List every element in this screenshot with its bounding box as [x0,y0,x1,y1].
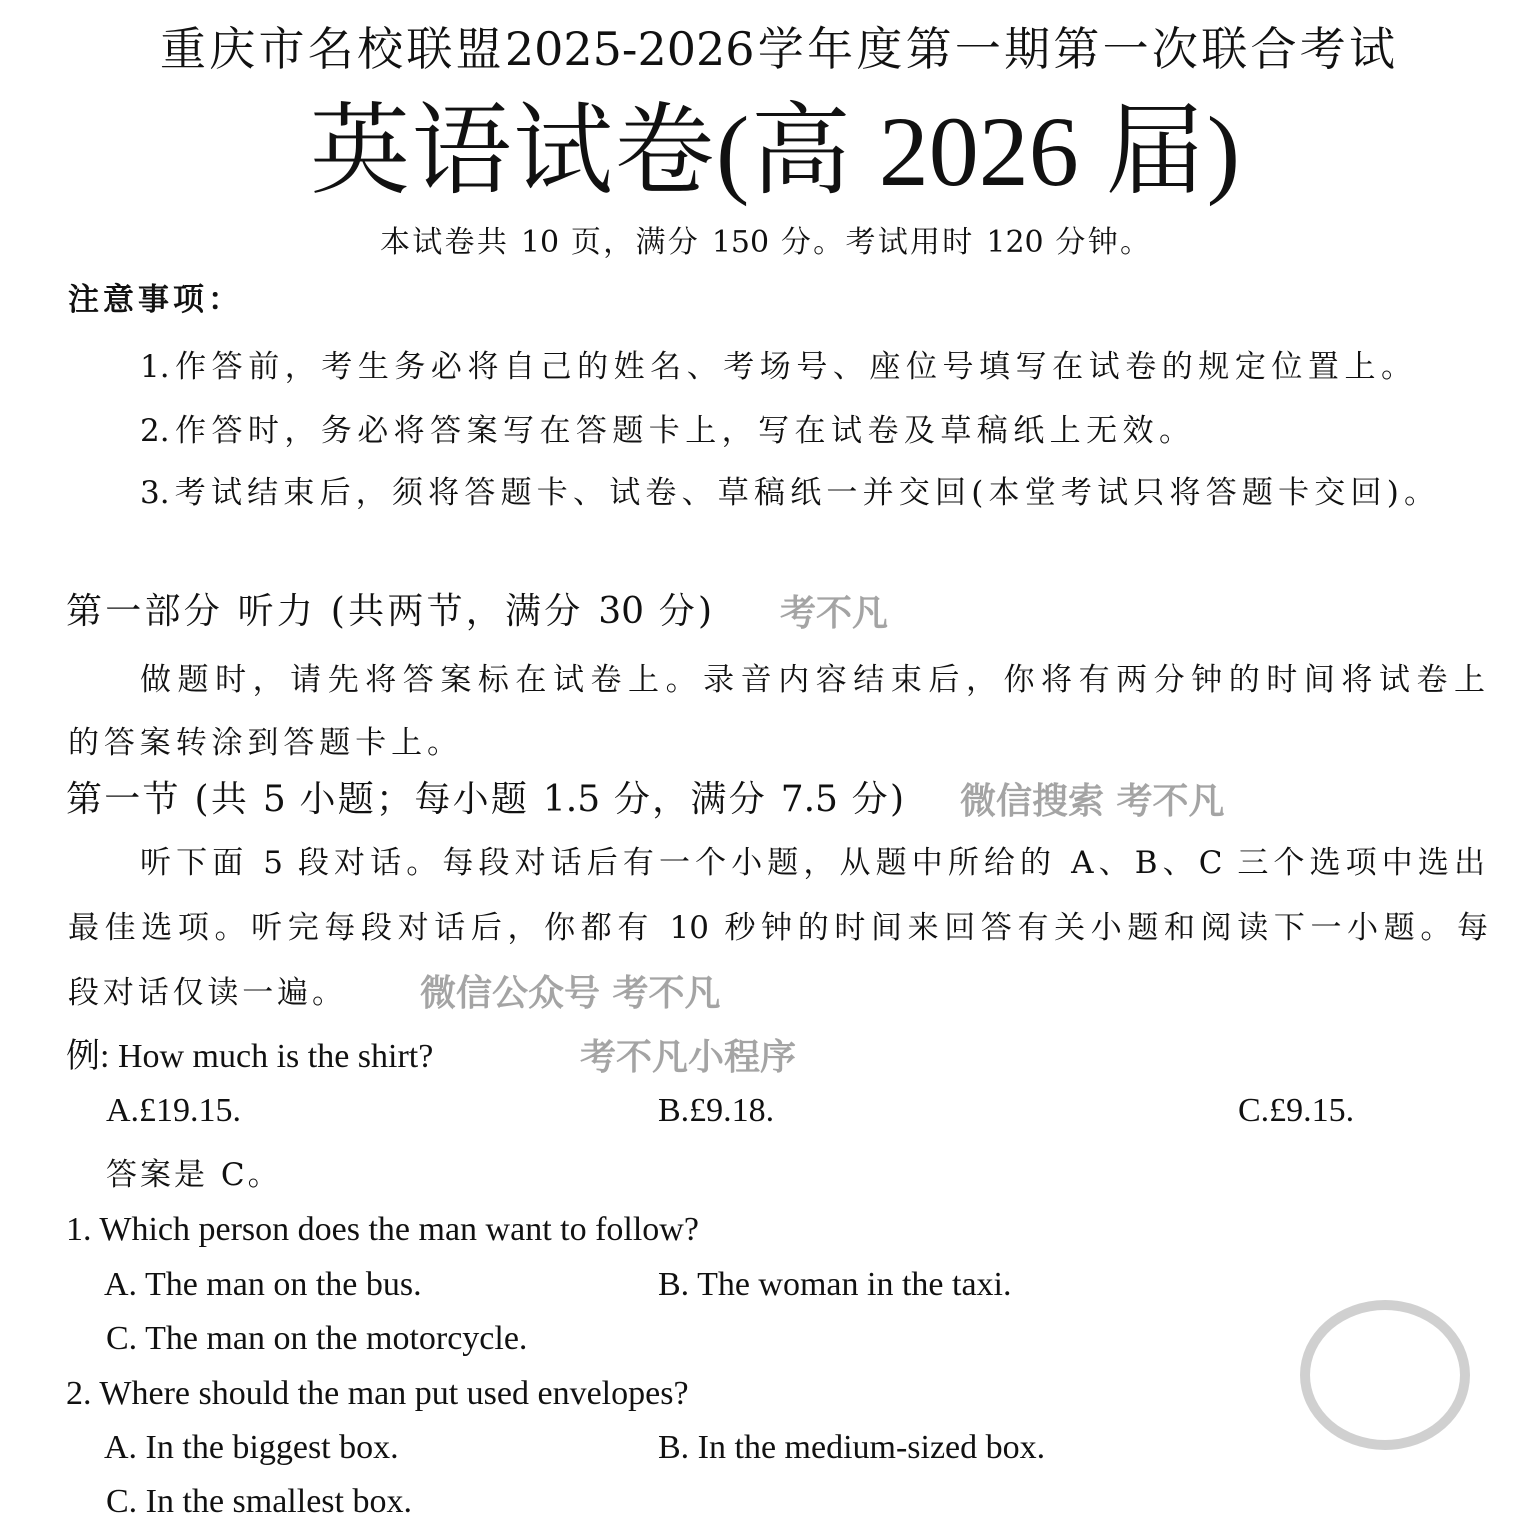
watermark: 微信搜索 考不凡 [960,781,1225,822]
example-question: 例: How much is the shirt? [66,1038,434,1075]
section1-instruction: 听下面 5 段对话。每段对话后有一个小题，从题中所给的 A、B、C 三个选项中选出 [140,845,1485,881]
section1-title: 第一节 (共 5 小题；每小题 1.5 分，满分 7.5 分) [66,779,904,820]
example-option-a: A.£19.15. [106,1092,242,1129]
question-1: 1. Which person does the man want to follow? [66,1211,699,1248]
paper-title: 英语试卷(高 2026 届) [310,96,1240,207]
notice-title: 注意事项： [68,282,243,318]
notice-item: 3.考试结束后，须将答题卡、试卷、草稿纸一并交回(本堂考试只将答题卡交回)。 [140,475,1435,511]
question-1-option-a: A. The man on the bus. [104,1266,422,1303]
question-2-option-b: B. In the medium-sized box. [658,1429,1046,1466]
question-2: 2. Where should the man put used envelopes? [66,1375,689,1412]
question-1-option-c: C. The man on the motorcycle. [106,1320,528,1357]
part1-instruction: 的答案转涂到答题卡上。 [68,725,458,761]
exam-name: 重庆市名校联盟2025-2026学年度第一期第一次联合考试 [160,22,1395,76]
example-option-c: C.£9.15. [1238,1092,1355,1129]
watermark: 考不凡小程序 [580,1037,797,1078]
part1-instruction: 做题时，请先将答案标在试卷上。录音内容结束后，你将有两分钟的时间将试卷上 [140,662,1485,698]
question-2-option-c: C. In the smallest box. [106,1483,412,1520]
section1-instruction: 最佳选项。听完每段对话后，你都有 10 秒钟的时间来回答有关小题和阅读下一小题。每 [68,910,1488,946]
wechat-logo-watermark-icon [1300,1300,1470,1450]
question-2-option-a: A. In the biggest box. [104,1429,399,1466]
notice-item: 2.作答时，务必将答案写在答题卡上，写在试卷及草稿纸上无效。 [140,413,1190,449]
question-1-option-b: B. The woman in the taxi. [658,1266,1012,1303]
section1-instruction: 段对话仅读一遍。 [68,975,343,1011]
part1-title: 第一部分 听力 (共两节，满分 30 分) [66,591,712,632]
watermark: 考不凡 [780,593,889,634]
exam-info: 本试卷共 10 页，满分 150 分。考试用时 120 分钟。 [380,225,1150,260]
example-answer: 答案是 C。 [106,1157,282,1193]
notice-item: 1.作答前，考生务必将自己的姓名、考场号、座位号填写在试卷的规定位置上。 [140,349,1412,385]
example-option-b: B.£9.18. [658,1092,775,1129]
watermark: 微信公众号 考不凡 [420,973,721,1014]
